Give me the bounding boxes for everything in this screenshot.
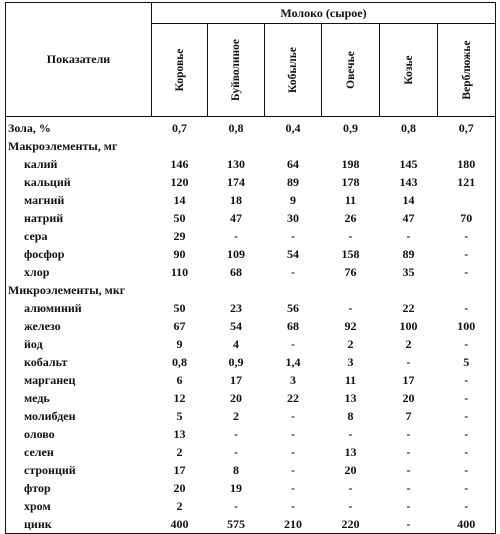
table-row <box>6 353 496 371</box>
table-row <box>6 245 496 263</box>
table-row <box>6 137 496 155</box>
element-label: кобальт <box>6 353 152 371</box>
value-cell: - <box>348 229 353 243</box>
element-label: медь <box>6 389 152 407</box>
value-cell: 0,7 <box>438 117 496 138</box>
value-cell: 20 <box>173 481 186 495</box>
column-header-mare: Кобылье <box>265 24 322 117</box>
value-cell: 400 <box>152 515 208 534</box>
section-label: Макроэлементы, мг <box>6 137 152 155</box>
value-cell: 17 <box>402 373 415 387</box>
section-label: Зола, % <box>6 117 152 138</box>
element-label: хлор <box>6 263 152 281</box>
milk-minerals-table <box>5 2 496 534</box>
value-cell: - <box>438 263 496 281</box>
value-cell: - <box>348 481 353 495</box>
table-row <box>6 263 496 281</box>
value-cell: - <box>406 355 411 369</box>
value-cell: - <box>291 427 295 441</box>
value-cell <box>438 137 496 155</box>
value-cell: 18 <box>230 193 242 207</box>
table-body <box>6 117 496 534</box>
value-cell: 145 <box>399 157 418 171</box>
value-cell: - <box>291 337 295 351</box>
value-cell: 50 <box>173 211 186 225</box>
value-cell: - <box>291 265 295 279</box>
value-cell: 47 <box>230 211 242 225</box>
value-cell: 0,7 <box>172 121 187 135</box>
value-cell: 130 <box>227 157 245 171</box>
value-cell: 220 <box>322 515 380 534</box>
value-cell: 13 <box>344 445 357 459</box>
value-cell: 23 <box>230 301 242 315</box>
section-label: Микроэлементы, мкг <box>6 281 152 299</box>
value-cell: 30 <box>287 211 299 225</box>
value-cell <box>208 281 265 299</box>
value-cell: 11 <box>344 373 357 387</box>
value-cell: 174 <box>227 175 245 189</box>
value-cell: 20 <box>402 391 415 405</box>
table-row <box>6 191 496 209</box>
value-cell: 575 <box>208 515 265 534</box>
value-cell: 29 <box>173 229 186 243</box>
element-label: хром <box>6 497 152 515</box>
value-cell <box>438 191 496 209</box>
table-row <box>6 479 496 497</box>
value-cell: 109 <box>227 247 245 261</box>
value-cell: 22 <box>402 301 415 315</box>
table-row <box>6 209 496 227</box>
value-cell: 68 <box>230 265 242 279</box>
value-cell: 2 <box>233 409 239 423</box>
value-cell: 26 <box>344 211 357 225</box>
table-row <box>6 335 496 353</box>
value-cell: 143 <box>399 175 418 189</box>
value-cell: 100 <box>399 319 418 333</box>
value-cell: 0,4 <box>285 121 301 135</box>
value-cell: 56 <box>287 301 299 315</box>
value-cell: 13 <box>173 427 186 441</box>
value-cell: 6 <box>176 373 183 387</box>
table-row <box>6 117 496 138</box>
value-cell: 110 <box>170 265 189 279</box>
value-cell: 19 <box>230 481 242 495</box>
column-header-buffalo: Буйволиное <box>208 24 265 117</box>
value-cell: 13 <box>344 391 357 405</box>
value-cell: - <box>438 389 496 407</box>
element-label: олово <box>6 425 152 443</box>
value-cell: - <box>406 463 411 477</box>
value-cell: 47 <box>402 211 415 225</box>
value-cell: - <box>234 445 238 459</box>
value-cell: - <box>438 245 496 263</box>
element-label: алюминий <box>6 299 152 317</box>
value-cell: 54 <box>287 247 299 261</box>
value-cell: 0,9 <box>228 355 244 369</box>
value-cell: - <box>438 299 496 317</box>
value-cell: - <box>438 335 496 353</box>
table-row <box>6 443 496 461</box>
value-cell: 17 <box>173 463 186 477</box>
table-row <box>6 407 496 425</box>
value-cell: 14 <box>173 193 186 207</box>
parameters-header: Показатели <box>6 3 152 117</box>
value-cell: 180 <box>438 155 496 173</box>
value-cell: 0,8 <box>228 121 244 135</box>
value-cell: 2 <box>347 337 354 351</box>
value-cell <box>438 281 496 299</box>
value-cell: - <box>291 499 295 513</box>
value-cell: 70 <box>438 209 496 227</box>
value-cell: - <box>406 427 411 441</box>
value-cell: - <box>406 481 411 495</box>
value-cell: 210 <box>265 515 322 534</box>
element-label: стронций <box>6 461 152 479</box>
column-header-cow: Коровье <box>152 24 208 117</box>
value-cell: - <box>348 499 353 513</box>
element-label: железо <box>6 317 152 335</box>
table-row <box>6 389 496 407</box>
table-row <box>6 155 496 173</box>
value-cell: 158 <box>341 247 360 261</box>
value-cell <box>380 137 438 155</box>
value-cell: - <box>438 461 496 479</box>
value-cell: - <box>438 227 496 245</box>
value-cell: - <box>438 479 496 497</box>
value-cell: - <box>234 229 238 243</box>
value-cell: 50 <box>173 301 186 315</box>
element-label: марганец <box>6 371 152 389</box>
value-cell: 198 <box>341 157 360 171</box>
value-cell: 121 <box>438 173 496 191</box>
element-label: сера <box>6 227 152 245</box>
value-cell: - <box>438 425 496 443</box>
value-cell: 4 <box>233 337 239 351</box>
value-cell: 9 <box>176 337 183 351</box>
value-cell: 120 <box>170 175 189 189</box>
value-cell: - <box>234 427 238 441</box>
value-cell: 20 <box>344 463 357 477</box>
value-cell: 2 <box>405 337 412 351</box>
table-row <box>6 227 496 245</box>
value-cell: - <box>291 445 295 459</box>
element-label: кальций <box>6 173 152 191</box>
value-cell <box>152 281 208 299</box>
table-row <box>6 317 496 335</box>
value-cell: 178 <box>341 175 360 189</box>
value-cell <box>380 281 438 299</box>
value-cell: 64 <box>287 157 299 171</box>
element-label: фосфор <box>6 245 152 263</box>
value-cell: 400 <box>438 515 496 534</box>
value-cell: - <box>348 301 353 315</box>
value-cell <box>265 137 322 155</box>
table-header <box>6 3 496 117</box>
value-cell: 8 <box>347 409 354 423</box>
value-cell: - <box>291 463 295 477</box>
value-cell: - <box>406 445 411 459</box>
value-cell: 7 <box>405 409 412 423</box>
value-cell: 0,9 <box>343 121 358 135</box>
value-cell: - <box>438 443 496 461</box>
value-cell <box>322 281 380 299</box>
value-cell: - <box>438 371 496 389</box>
value-cell: 20 <box>230 391 242 405</box>
value-cell: 89 <box>402 247 415 261</box>
table-row <box>6 515 496 534</box>
table-row <box>6 425 496 443</box>
value-cell: 3 <box>347 355 354 369</box>
value-cell: 54 <box>230 319 242 333</box>
element-label: фтор <box>6 479 152 497</box>
value-cell <box>152 137 208 155</box>
value-cell <box>322 137 380 155</box>
value-cell: - <box>406 499 411 513</box>
value-cell: 90 <box>173 247 186 261</box>
value-cell: - <box>406 229 411 243</box>
element-label: йод <box>6 335 152 353</box>
value-cell: 2 <box>176 499 183 513</box>
column-header-camel: Верблюжье <box>438 24 496 117</box>
value-cell: 12 <box>173 391 186 405</box>
value-cell: - <box>380 515 438 534</box>
element-label: цинк <box>6 515 152 534</box>
value-cell: 3 <box>290 373 296 387</box>
value-cell: - <box>438 497 496 515</box>
value-cell: 89 <box>287 175 299 189</box>
element-label: селен <box>6 443 152 461</box>
value-cell <box>208 137 265 155</box>
value-cell: 17 <box>230 373 242 387</box>
table-row <box>6 371 496 389</box>
element-label: магний <box>6 191 152 209</box>
value-cell: 11 <box>344 193 357 207</box>
column-header-goat: Козье <box>380 24 438 117</box>
table-row <box>6 299 496 317</box>
value-cell: - <box>234 499 238 513</box>
value-cell: - <box>291 229 295 243</box>
table-row <box>6 173 496 191</box>
value-cell: - <box>348 427 353 441</box>
value-cell: - <box>438 407 496 425</box>
element-label: натрий <box>6 209 152 227</box>
value-cell: 146 <box>170 157 189 171</box>
value-cell: 100 <box>438 317 496 335</box>
value-cell: 92 <box>344 319 357 333</box>
value-cell: 1,4 <box>285 355 301 369</box>
element-label: молибден <box>6 407 152 425</box>
table-row <box>6 281 496 299</box>
value-cell: 14 <box>402 193 415 207</box>
value-cell: - <box>291 481 295 495</box>
column-header-sheep: Овечье <box>322 24 380 117</box>
table-row <box>6 497 496 515</box>
value-cell: 35 <box>402 265 415 279</box>
value-cell: 9 <box>290 193 296 207</box>
value-cell: 76 <box>344 265 357 279</box>
value-cell: 0,8 <box>172 355 187 369</box>
milk-group-header: Молоко (сырое) <box>152 3 496 24</box>
value-cell: 8 <box>233 463 239 477</box>
value-cell: - <box>291 409 295 423</box>
value-cell: 5 <box>176 409 183 423</box>
value-cell: 2 <box>176 445 183 459</box>
table-row <box>6 461 496 479</box>
value-cell: 67 <box>173 319 186 333</box>
element-label: калий <box>6 155 152 173</box>
value-cell <box>265 281 322 299</box>
value-cell: 5 <box>438 353 496 371</box>
value-cell: 0,8 <box>401 121 416 135</box>
value-cell: 22 <box>287 391 299 405</box>
value-cell: 68 <box>287 319 299 333</box>
